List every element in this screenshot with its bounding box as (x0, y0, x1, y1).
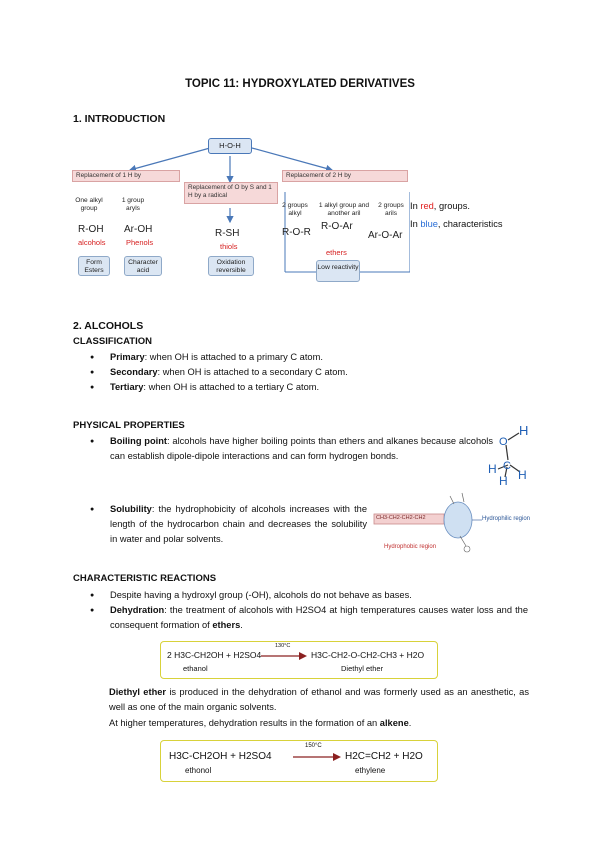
legend-line-blue (410, 215, 503, 233)
term-secondary: Secondary (110, 367, 158, 377)
eq1-right-name: Diethyl ether (341, 664, 384, 673)
branch2-characteristic: Oxidation reversible (208, 256, 254, 276)
legend-suffix: , characteristics (437, 219, 503, 229)
branch2-header: Replacement of O by S and 1 H by a radical (184, 182, 278, 204)
atom-hydrogen: H (519, 423, 529, 438)
subheading-physical-properties: PHYSICAL PROPERTIES (73, 420, 185, 431)
item-text: : when OH is attached to a secondary C atom. (157, 367, 348, 377)
atom-hydrogen: H (518, 468, 527, 482)
legend-red-word: red (420, 201, 434, 211)
list-item (73, 588, 528, 603)
item-text: : the treatment of alcohols with H2SO4 at high temperatures causes water loss and the consequent formation of (110, 605, 528, 630)
branch3-formula1: R-O-R (282, 227, 311, 238)
branch2-name: thiols (220, 242, 238, 251)
branch1-right-characteristic: Character acid (124, 256, 162, 276)
legend-prefix: In (410, 219, 421, 229)
branch1-right-formula: Ar-OH (124, 224, 153, 235)
item-text: . (240, 620, 243, 630)
eq1-left-name: ethanol (183, 664, 208, 673)
legend-suffix: , groups. (433, 201, 470, 211)
section-heading-alcohols: 2. ALCOHOLS (73, 320, 144, 332)
item-text: : when OH is attached to a tertiary C atom. (143, 382, 320, 392)
branch1-header: Replacement of 1 H by (72, 170, 180, 182)
atom-hydrogen: H (499, 474, 508, 487)
paragraph-text: is produced in the dehydration of ethanol and was formerly used as an anesthetic, as well as one of the main organic solvents. (109, 687, 529, 712)
branch3-name: ethers (326, 248, 347, 257)
eq2-temperature: 150°C (305, 743, 322, 749)
branch3-group1: 2 groups alkyl (282, 202, 308, 217)
subheading-classification: CLASSIFICATION (73, 336, 152, 347)
term-alkene: alkene (379, 718, 409, 728)
term-tertiary: Tertiary (110, 382, 144, 392)
term-diethyl-ether: Diethyl ether (109, 687, 167, 697)
section-heading-introduction: 1. INTRODUCTION (73, 113, 166, 125)
branch3-group2: 1 alkyl group and another aril (318, 202, 370, 217)
list-item (73, 434, 493, 464)
solubility-item (73, 502, 367, 547)
item-text: : when OH is attached to a primary C atom. (144, 352, 323, 362)
branch1-right-name: Phenols (126, 238, 154, 247)
legend-blue-word: blue (420, 219, 438, 229)
branch3-formula3: Ar-O-Ar (368, 230, 403, 241)
item-text: : the hydrophobicity of alcohols increases with the length of the hydrocarbon chain and decreases the solubility in water and polar solvents. (110, 504, 367, 544)
term-dehydration: Dehydration (110, 605, 165, 615)
paragraph-text: . (408, 718, 412, 728)
term-ethers: ethers (212, 620, 241, 630)
eq2-right: H2C=CH2 + H2O (345, 751, 423, 762)
branch1-left-group: One alkyl group (75, 197, 103, 212)
branch2-formula: R-SH (215, 228, 240, 239)
atom-hydrogen: H (488, 462, 497, 476)
chain-label: CH3-CH2-CH2-CH2 (376, 515, 426, 521)
list-item (73, 380, 533, 395)
branch3-header: Replacement of 2 H by (282, 170, 408, 182)
equation-ethylene (160, 740, 438, 782)
eq2-left: H3C-CH2OH + H2SO4 (169, 751, 272, 762)
subheading-characteristic-reactions: CHARACTERISTIC REACTIONS (73, 573, 217, 584)
branch3-characteristic: Low reactivity (316, 260, 360, 282)
equation-diethyl-ether (160, 641, 438, 679)
list-item (73, 365, 533, 380)
alkene-paragraph (109, 716, 529, 731)
root-water-box: H-O-H (208, 138, 252, 154)
diagram-legend (410, 197, 503, 233)
diethyl-ether-paragraph (109, 685, 529, 715)
eq2-arrow (293, 753, 341, 761)
hydrophobic-label: Hydrophobic region (384, 544, 437, 550)
eq2-right-name: ethylene (355, 766, 386, 775)
eq2-left-name: ethonol (185, 766, 212, 775)
page-title: TOPIC 11: HYDROXYLATED DERIVATIVES (185, 78, 415, 90)
legend-prefix: In (410, 201, 421, 211)
term-solubility: Solubility (110, 504, 152, 514)
eq1-left: 2 H3C-CH2OH + H2SO4 (167, 650, 262, 660)
water-derivatives-diagram (70, 130, 410, 290)
paragraph-text: At higher temperatures, dehydration results in the formation of an (109, 718, 380, 728)
eq1-right: H3C-CH2-O-CH2-CH3 + H2O (311, 650, 425, 660)
solubility-illustration (372, 488, 534, 558)
branch1-left-formula: R-OH (78, 224, 104, 235)
term-boiling-point: Boiling point (110, 436, 168, 446)
term-primary: Primary (110, 352, 145, 362)
item-text: : alcohols have higher boiling points than ethers and alkanes because alcohols can establish dipole-dipole interactions and can form hydrogen bonds. (110, 436, 493, 461)
hydrophilic-label: Hydrophilic region (482, 516, 531, 522)
list-item (73, 502, 367, 547)
eq1-arrow (261, 652, 307, 660)
reactions-list (73, 588, 528, 633)
branch1-left-name: alcohols (78, 238, 106, 247)
boiling-point-item (73, 434, 493, 464)
branch1-right-group: 1 group aryls (121, 197, 145, 212)
list-item (73, 603, 528, 633)
branch3-formula2: R-O-Ar (321, 221, 353, 232)
branch3-group3: 2 groups arils (378, 202, 404, 217)
item-text: Despite having a hydroxyl group (-OH), alcohols do not behave as bases. (110, 590, 412, 600)
legend-line-red (410, 197, 503, 215)
atom-oxygen: O (499, 436, 508, 448)
classification-list (73, 350, 533, 395)
eq1-temperature: 130°C (275, 643, 291, 649)
atom-carbon: C (503, 460, 511, 472)
list-item (73, 350, 533, 365)
methanol-structure-image (488, 415, 538, 487)
branch1-left-characteristic: Form Esters (78, 256, 110, 276)
